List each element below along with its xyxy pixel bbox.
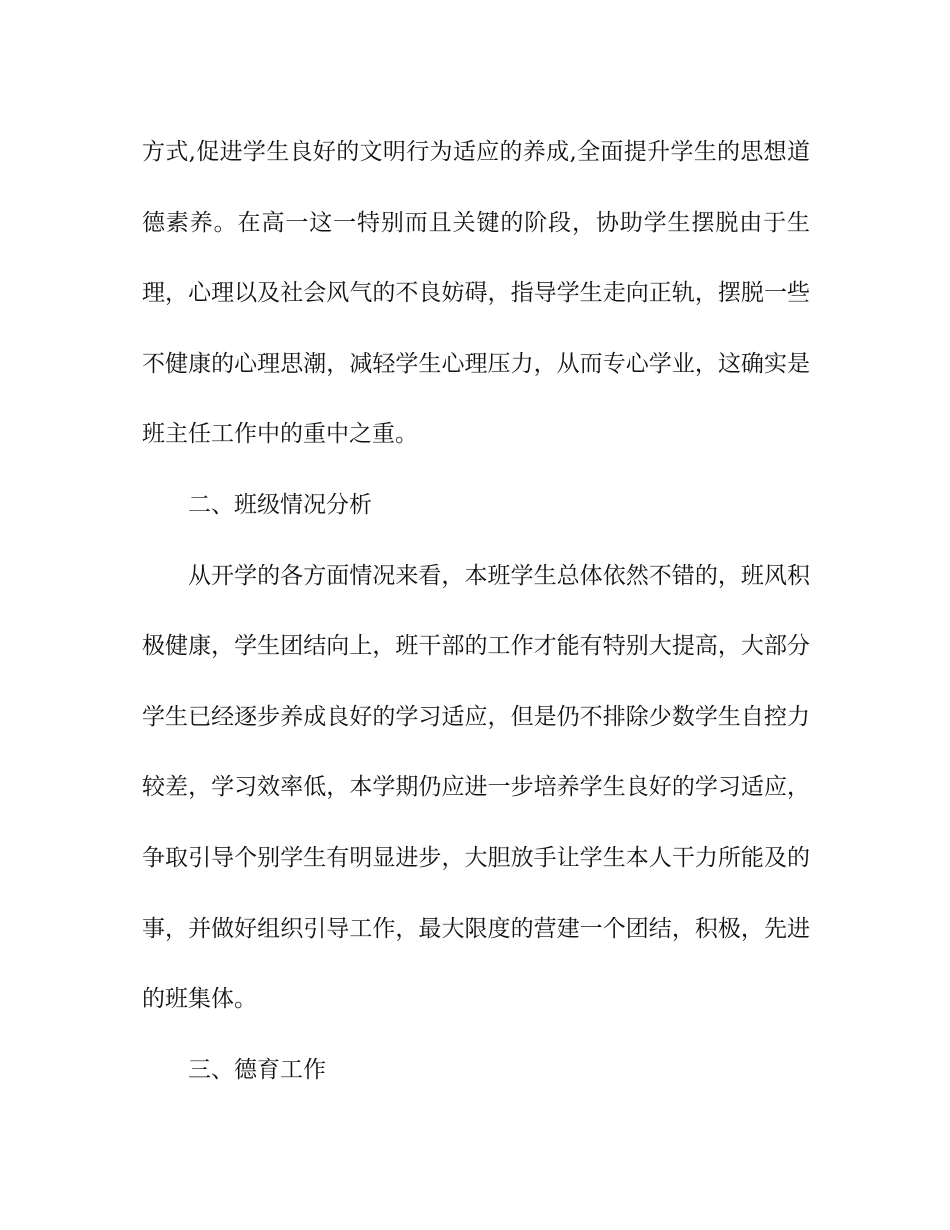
section-heading-moral-education: 三、德育工作 [188, 1056, 326, 1083]
document-body [142, 117, 810, 1105]
paragraph-intro-continuation: 方式,促进学生良好的文明行为适应的养成,全面提升学生的思想道德素养。在高一这一特别而且关键的阶段，协助学生摆脱由于生理，心理以及社会风气的不良妨碍，指导学生走向正轨，摆脱一些不健康的心理思潮，减轻学生心理压力，从而专心学业，这确实是班主任工作中的重中之重。 [142, 139, 810, 448]
paragraph-class-analysis: 从开学的各方面情况来看，本班学生总体依然不错的，班风积极健康，学生团结向上，班干部的工作才能有特别大提高，大部分学生已经逐步养成良好的学习适应，但是仍不排除少数学生自控力较差，学习效率低，本学期仍应进一步培养学生良好的学习适应，争取引导个别学生有明显进步，大胆放手让学生本人干力所能及的事，并做好组织引导工作，最大限度的营建一个团结，积极，先进的班集体。 [142, 562, 810, 1013]
section-heading-class-analysis: 二、班级情况分析 [188, 491, 372, 518]
